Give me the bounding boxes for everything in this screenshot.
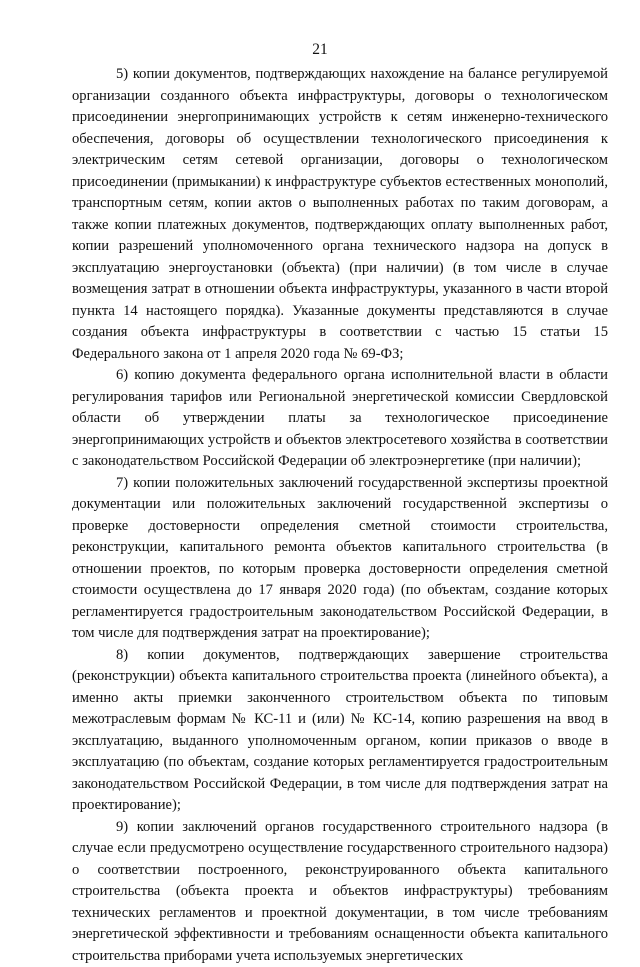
- paragraph-item-8: 8) копии документов, подтверждающих завершение строительства (реконструкции) объекта капитального строительства проекта (линейного объекта), а именно акты приемки законченного строительством объекта по типовым межотраслевым формам № КС-11 и (или) № КС-14, копию разрешения на ввод в эксплуатацию, выданного уполномоченным органом, копии приказов о вводе в эксплуатацию (по объектам, создание которых регламентируется градостроительным законодательством Российской Федерации, в том числе для подтверждения затрат на проектирование);: [72, 645, 608, 817]
- document-body: [72, 64, 608, 967]
- paragraph-item-7: 7) копии положительных заключений государственной экспертизы проектной документации или положительных заключений государственной экспертизы о проверке достоверности определения сметной стоимости строительства, реконструкции, капитального ремонта объектов капитального строительства (в отношении проектов, по которым проверка достоверности определения сметной стоимости осуществлена до 17 января 2020 года) (по объектам, создание которых регламентируется градостроительным законодательством Российской Федерации, в том числе для подтверждения затрат на проектирование);: [72, 473, 608, 645]
- paragraph-item-9: 9) копии заключений органов государственного строительного надзора (в случае если предусмотрено осуществление государственного строительного надзора) о соответствии построенного, реконструированного объекта капитального строительства (объекта проекта и объектов инфраструктуры) требованиям технических регламентов и проектной документации, в том числе требованиям энергетической эффективности и требованиям оснащенности объекта капитального строительства приборами учета используемых энергетических: [72, 817, 608, 967]
- page-number: 21: [0, 40, 640, 60]
- paragraph-item-6: 6) копию документа федерального органа исполнительной власти в области регулирования тарифов или Региональной энергетической комиссии Свердловской области об утверждении платы за технологическое присоединение энергопринимающих устройств и объектов электросетевого хозяйства в соответствии с законодательством Российской Федерации об электроэнергетике (при наличии);: [72, 365, 608, 473]
- paragraph-item-5: 5) копии документов, подтверждающих нахождение на балансе регулируемой организации созданного объекта инфраструктуры, договоры о технологическом присоединении энергопринимающих устройств к сетям инженерно-технического обеспечения, договоры об осуществлении технологического присоединения к электрическим сетям сетевой организации, договоры о технологическом присоединении (примыкании) к инфраструктуре субъектов естественных монополий, транспортным сетям, копии актов о выполненных работах по таким договорам, а также копии платежных документов, подтверждающих оплату выполненных работ, копии разрешений уполномоченного органа технического надзора на допуск в эксплуатацию энергоустановки (объекта) (при наличии) (в том числе в случае возмещения затрат в отношении объекта инфраструктуры, указанного в части второй пункта 14 настоящего порядка). Указанные документы представляются в случае создания объекта инфраструктуры в соответствии с частью 15 статьи 15 Федерального закона от 1 апреля 2020 года № 69-ФЗ;: [72, 64, 608, 365]
